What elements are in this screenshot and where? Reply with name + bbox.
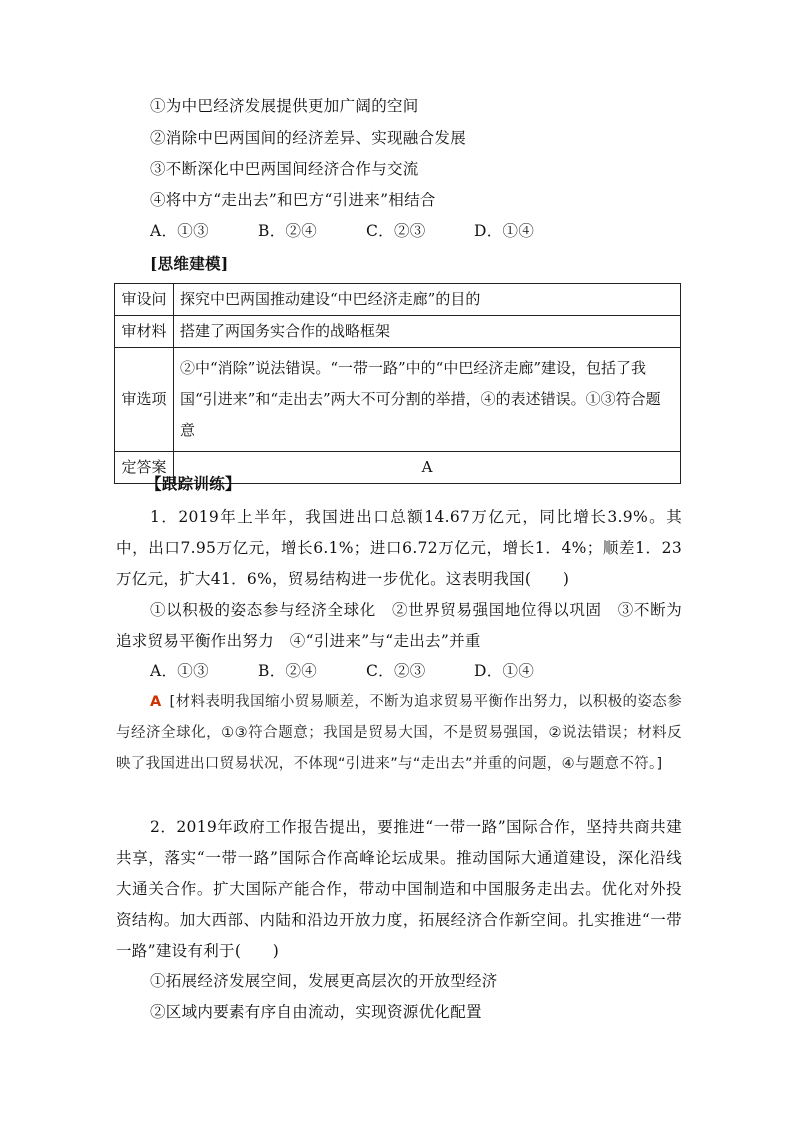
- question-2-item-2: ②区域内要素有序自由流动，实现资源优化配置: [150, 1003, 482, 1021]
- practice-heading: 【跟踪训练】: [146, 474, 241, 493]
- answer-key: A: [150, 694, 162, 710]
- model-heading: [思维建模]: [150, 254, 229, 273]
- option-item-3: ③不断深化中巴两国间经济合作与交流: [150, 160, 419, 178]
- row-value: ②中“消除”说法错误。“一带一路”中的“中巴经济走廊”建设，包括了我国“引进来”和“走出去”两大不可分割的举措，④的表述错误。①③符合题意: [174, 348, 681, 452]
- question-2-item-1: ①拓展经济发展空间，发展更高层次的开放型经济: [150, 972, 498, 990]
- question-2-stem: 2．2019年政府工作报告提出，要推进“一带一路”国际合作，坚持共商共建共享，落实“一带一路”国际合作高峰论坛成果。推动国际大通道建设，深化沿线大通关合作。扩大国际产能合作，带动中国制造和中国服务走出去。优化对外投资结构。加大西部、内陆和沿边开放力度，拓展经济合作新空间。扎实推进“一带一路”建设有利于( ): [116, 818, 682, 960]
- question-1-stem: 1．2019年上半年，我国进出口总额14.67万亿元，同比增长3.9%。其中，出口7.95万亿元，增长6.1%；进口6.72万亿元，增长1．4%；顺差1．23万亿元，扩大41．6%，贸易结构进一步优化。这表明我国( ): [116, 508, 682, 588]
- answer-analysis: [材料表明我国缩小贸易顺差，不断为追求贸易平衡作出努力，以积极的姿态参与经济全球化，①③符合题意；我国是贸易大国，不是贸易强国，②说法错误；材料反映了我国进出口贸易状况，不体现“引进来”与“走出去”并重的问题，④与题意不符。]: [116, 694, 682, 772]
- choice-b: B．②④: [258, 662, 318, 680]
- row-key: 审材料: [115, 316, 174, 348]
- choice-b: B．②④: [258, 222, 318, 240]
- question-1-answer: [116, 687, 682, 780]
- row-value: 探究中巴两国推动建设“中巴经济走廊”的目的: [174, 284, 681, 316]
- table-row: [115, 284, 681, 316]
- choice-a: A．①③: [150, 222, 209, 240]
- choice-options: [150, 221, 534, 241]
- row-value: 搭建了两国务实合作的战略框架: [174, 316, 681, 348]
- row-key: 审选项: [115, 348, 174, 452]
- choice-c: C．②③: [366, 222, 426, 240]
- row-key: 审设问: [115, 284, 174, 316]
- table-row: [115, 348, 681, 452]
- option-item-1: ①为中巴经济发展提供更加广阔的空间: [150, 97, 419, 115]
- choice-a: A．①③: [150, 662, 209, 680]
- choice-d: D．①④: [474, 662, 535, 680]
- row-key: 定答案: [115, 452, 174, 484]
- table-row: [115, 316, 681, 348]
- thinking-model-table: [114, 283, 681, 484]
- choice-d: D．①④: [474, 222, 535, 240]
- question-1-items: ①以积极的姿态参与经济全球化 ②世界贸易强国地位得以巩固 ③不断为追求贸易平衡作出努力 ④“引进来”与“走出去”并重: [116, 601, 682, 650]
- choice-c: C．②③: [366, 662, 426, 680]
- row-value: A: [174, 452, 681, 484]
- option-item-4: ④将中方“走出去”和巴方“引进来”相结合: [150, 191, 436, 209]
- question-1-options: [150, 661, 534, 681]
- option-item-2: ②消除中巴两国间的经济差异、实现融合发展: [150, 129, 467, 147]
